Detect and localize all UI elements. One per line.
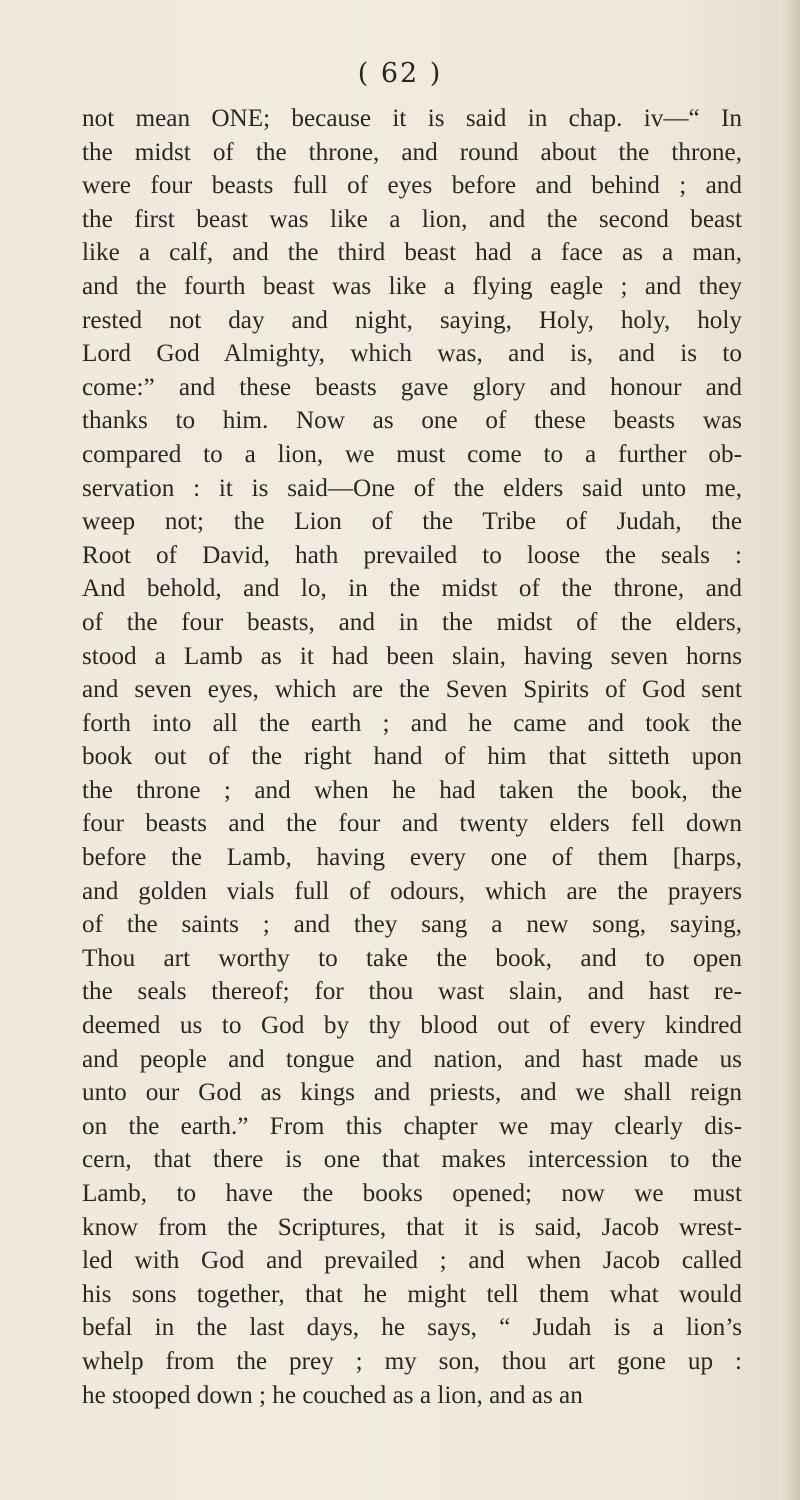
- text-line: like a calf, and the third beast had a face as a man,: [82, 239, 742, 267]
- text-line: he stooped down ; he couched as a lion, and as an: [82, 1381, 583, 1409]
- text-line: weep not; the Lion of the Tribe of Judah, the: [82, 508, 742, 536]
- text-line: deemed us to God by thy blood out of every kindred: [82, 1012, 742, 1040]
- text-line: Lamb, to have the books opened; now we must: [82, 1180, 742, 1207]
- text-line: led with God and prevailed ; and when Jacob called: [82, 1247, 742, 1275]
- text-line: compared to a lion, we must come to a further ob-: [82, 440, 742, 468]
- text-line: unto our God as kings and priests, and we shall reign: [82, 1079, 742, 1107]
- text-line: book out of the right hand of him that sitteth upon: [82, 743, 742, 771]
- text-line: thanks to him. Now as one of these beasts was: [82, 407, 742, 435]
- text-line: Lord God Almighty, which was, and is, and is to: [82, 340, 742, 368]
- text-line: befal in the last days, he says, “ Judah is a lion’s: [82, 1314, 742, 1342]
- text-line: and golden vials full of odours, which are the prayers: [82, 877, 742, 905]
- text-line: rested not day and night, saying, Holy, holy, holy: [82, 306, 742, 334]
- text-line: come:” and these beasts gave glory and honour and: [82, 373, 742, 401]
- text-line: the seals thereof; for thou wast slain, and hast re-: [82, 978, 742, 1006]
- text-line: stood a Lamb as it had been slain, having seven horns: [82, 642, 742, 670]
- page-number: ( 62 ): [357, 58, 443, 89]
- text-line: his sons together, that he might tell them what would: [82, 1280, 742, 1308]
- text-line: the first beast was like a lion, and the second beast: [82, 205, 742, 233]
- text-line: Thou art worthy to take the book, and to open: [82, 944, 742, 972]
- text-line: not mean ONE; because it is said in chap. iv—“ In: [82, 105, 742, 132]
- text-line: the throne ; and when he had taken the book, the: [82, 776, 742, 804]
- text-line: know from the Scriptures, that it is said, Jacob wrest-: [82, 1213, 742, 1241]
- text-line: Root of David, hath prevailed to loose the seals :: [82, 541, 742, 569]
- body-text: [82, 102, 742, 1412]
- text-line: were four beasts full of eyes before and behind ; and: [82, 172, 742, 200]
- text-line: forth into all the earth ; and he came and took the: [82, 709, 742, 737]
- text-line: cern, that there is one that makes intercession to the: [82, 1146, 742, 1174]
- text-line: of the four beasts, and in the midst of the elders,: [82, 608, 742, 636]
- text-line: the midst of the throne, and round about the throne,: [82, 138, 742, 166]
- text-line: whelp from the prey ; my son, thou art gone up :: [82, 1347, 742, 1375]
- text-line: and seven eyes, which are the Seven Spirits of God sent: [82, 676, 742, 704]
- text-line: of the saints ; and they sang a new song, saying,: [82, 911, 742, 939]
- page-edge-shadow: [782, 0, 800, 1500]
- text-line: servation : it is said—One of the elders said unto me,: [82, 474, 742, 502]
- text-line: before the Lamb, having every one of them [harps,: [82, 844, 742, 872]
- text-line: four beasts and the four and twenty elders fell down: [82, 810, 742, 838]
- text-line: on the earth.” From this chapter we may clearly dis-: [82, 1112, 742, 1140]
- text-line: and people and tongue and nation, and hast made us: [82, 1045, 742, 1073]
- text-line: and the fourth beast was like a flying eagle ; and they: [82, 272, 742, 300]
- text-line: And behold, and lo, in the midst of the throne, and: [82, 575, 742, 603]
